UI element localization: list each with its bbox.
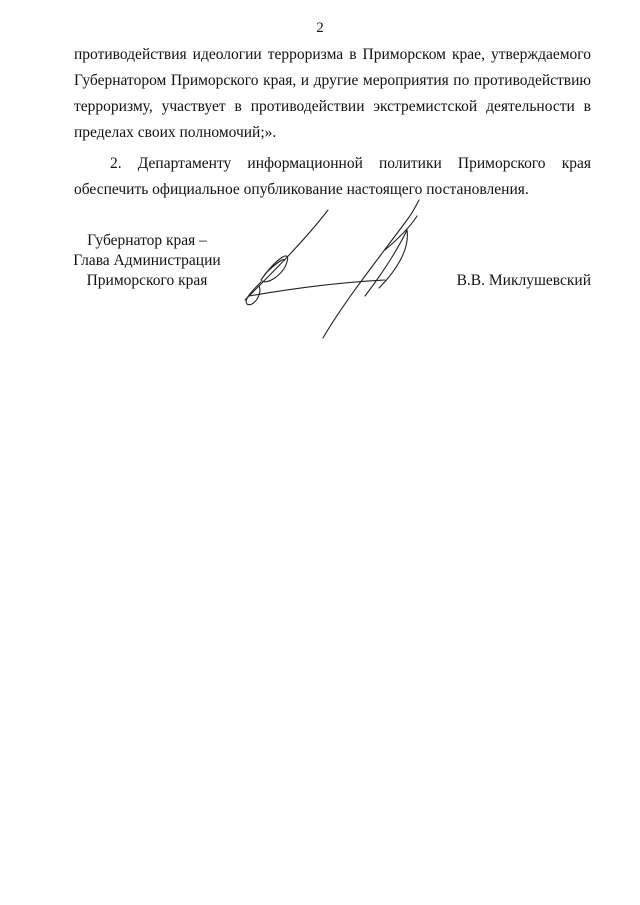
paragraph-text: противодействия идеологии терроризма в Приморском крае, утверждаемого Губернатором Приморского края, и другие мероприятия по противодействию терроризму, участвует в противодействии экстремистской деятельности в пределах своих полномочий;».	[74, 46, 591, 141]
signatory-name: В.В. Миклушевский	[456, 272, 591, 289]
signature-stroke	[249, 280, 385, 296]
page-number: 2	[316, 20, 324, 36]
signatory-title-line-3: Приморского края	[86, 272, 208, 289]
signature-stroke	[385, 216, 417, 250]
signatory-title-line-2: Глава Администрации	[73, 252, 221, 269]
signature-stroke	[323, 200, 419, 338]
handwritten-signature	[235, 190, 455, 350]
signatory-title-line-1: Губернатор края –	[87, 232, 207, 249]
paragraph-text: 2. Департаменту информационной политики Приморского края обеспечить официальное опубликование настоящего постановления.	[74, 155, 591, 198]
signatory-title	[62, 231, 232, 291]
body-paragraph-1	[74, 42, 591, 146]
signature-stroke	[365, 230, 407, 296]
